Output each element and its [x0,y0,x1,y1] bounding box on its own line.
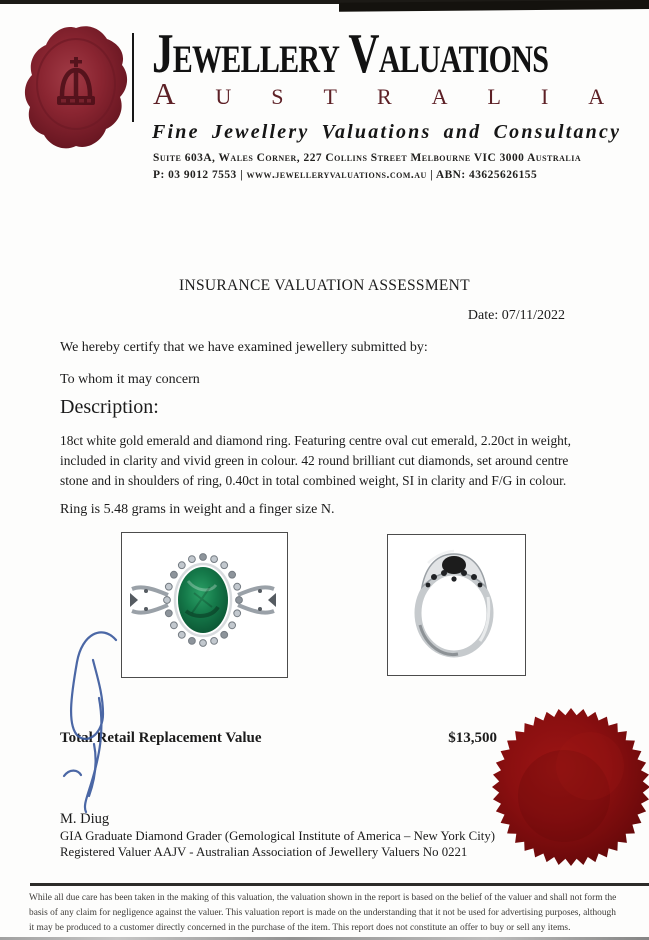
brand-tagline: Fine Jewellery Valuations and Consultancy [152,121,622,143]
wax-seal-icon [22,20,130,158]
valuer-signature [52,626,132,818]
value-amount: $13,500 [448,730,497,746]
description-heading: Description: [60,396,159,418]
certification-seal-icon [490,706,649,868]
footer-rule [30,883,649,886]
certify-line: We hereby certify that we have examined jewellery submitted by: [60,340,428,355]
letterhead-contact: P: 03 9012 7553 | www.jewelleryvaluations.com.au | ABN: 43625626155 [153,169,538,181]
signer-name: M. Diug [60,811,110,827]
ring-photo-side-view [387,534,526,676]
document-title: INSURANCE VALUATION ASSESSMENT [179,277,470,294]
letterhead-divider [132,33,134,122]
weight-size-line: Ring is 5.48 grams in weight and a finger size N. [60,502,335,517]
description-paragraph: 18ct white gold emerald and diamond ring. Featuring centre oval cut emerald, 2.20ct in weight, included in clarity and vivid green in colour. 42 round brilliant cut diamonds, set around centre stone and in shoulders of ring, 0.40ct in total combined weight, SI in clarity and F/G in colour. [60,433,571,488]
addressee-line: To whom it may concern [60,372,200,387]
brand-name: Jewellery Valuations [152,23,549,85]
signer-credential-2: Registered Valuer AAJV - Australian Association of Jewellery Valuers No 0221 [60,845,468,859]
letterhead-address: Suite 603A, Wales Corner, 227 Collins Street Melbourne VIC 3000 Australia [153,152,582,164]
value-label: Total Retail Replacement Value [60,730,262,746]
disclaimer-text: While all due care has been taken in the making of this valuation, the valuation shown in the report is based on the belief of the valuer and shall not form the basis of any claim for negligence against the valuer. This valuation report is made on the understanding that it not be used for advertising purposes, although it may be produced to a customer directly concerned in the purchase of the item. This report does not constitute an offer to buy or sell any items. [29,893,617,933]
signer-credential-1: GIA Graduate Diamond Grader (Gemological Institute of America – New York City) [60,829,495,843]
ring-photo-top-view [121,532,288,678]
scan-edge-top-right [339,0,649,12]
brand-country: Australia [153,76,645,111]
date-line: Date: 07/11/2022 [467,308,565,323]
